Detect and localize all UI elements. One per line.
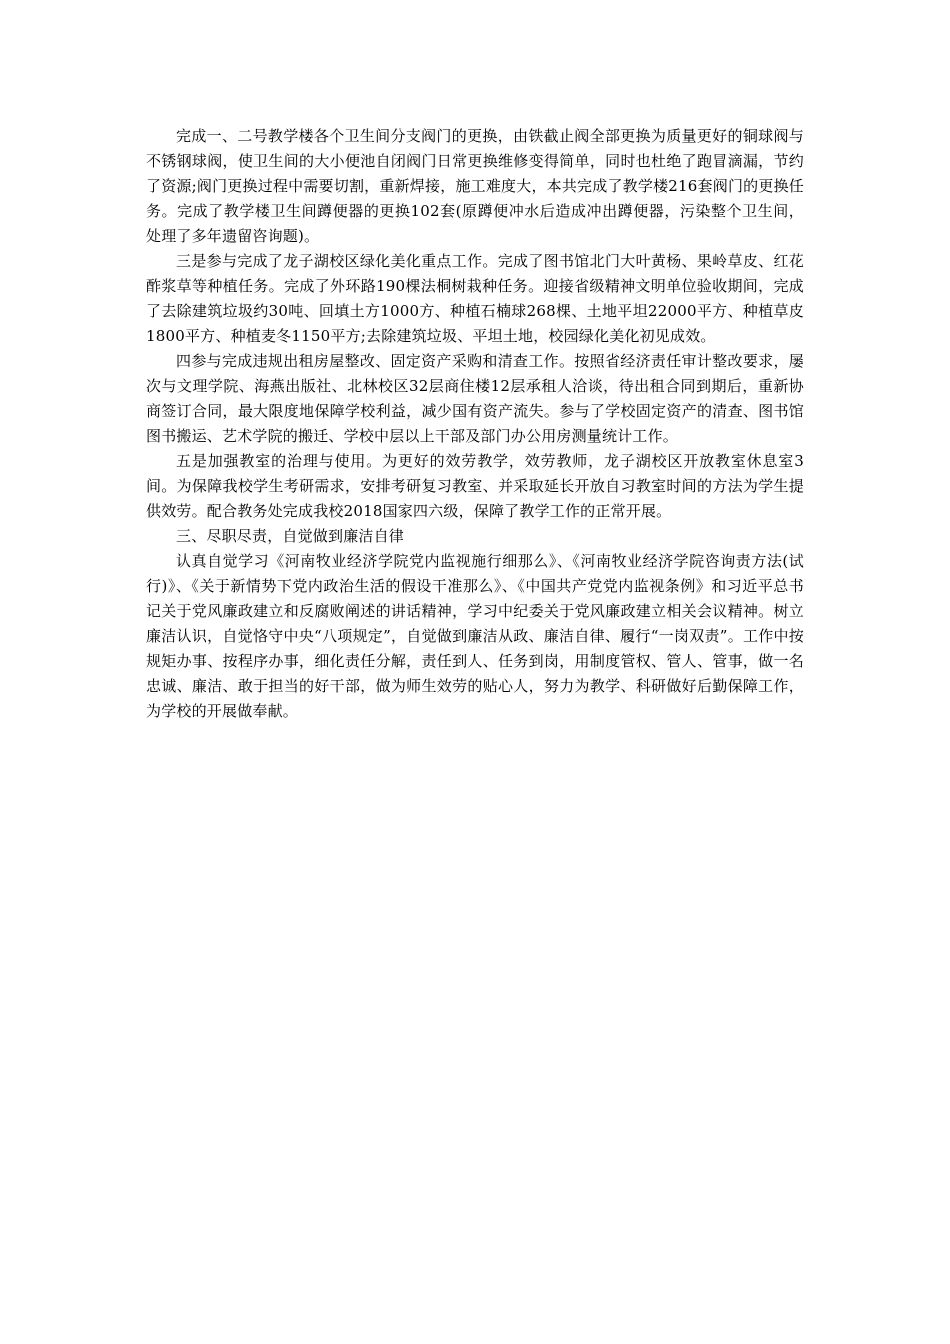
document-body — [146, 124, 804, 724]
paragraph-greening-work: 三是参与完成了龙子湖校区绿化美化重点工作。完成了图书馆北门大叶黄杨、果岭草皮、红花酢浆草等种植任务。完成了外环路190棵法桐树栽种任务。迎接省级精神文明单位验收期间，完成了去除建筑垃圾约30吨、回填土方1000方、种植石楠球268棵、土地平坦22000平方、种植草皮1800平方、种植麦冬1150平方;去除建筑垃圾、平坦土地，校园绿化美化初见成效。 — [146, 252, 804, 345]
paragraph-integrity-study: 认真自觉学习《河南牧业经济学院党内监视施行细那么》、《河南牧业经济学院咨询责方法(试行)》、《关于新情势下党内政治生活的假设干准那么》、《中国共产党党内监视条例》和习近平总书记关于党风廉政建立和反腐败阐述的讲话精神，学习中纪委关于党风廉政建立相关会议精神。树立廉洁认识，自觉恪守中央“八项规定”，自觉做到廉洁从政、廉洁自律、履行“一岗双责”。工作中按规矩办事、按程序办事，细化责任分解，责任到人、任务到岗，用制度管权、管人、管事，做一名忠诚、廉洁、敢于担当的好干部，做为师生效劳的贴心人，努力为教学、科研做好后勤保障工作，为学校的开展做奉献。 — [146, 552, 804, 720]
paragraph-classroom-management: 五是加强教室的治理与使用。为更好的效劳教学，效劳教师，龙子湖校区开放教室休息室3间。为保障我校学生考研需求，安排考研复习教室、并采取延长开放自习教室时间的方法为学生提供效劳。配合教务处完成我校2018国家四六级，保障了教学工作的正常开展。 — [146, 452, 804, 520]
paragraph-valve-replacement: 完成一、二号教学楼各个卫生间分支阀门的更换，由铁截止阀全部更换为质量更好的铜球阀与不锈钢球阀，使卫生间的大小便池自闭阀门日常更换维修变得简单，同时也杜绝了跑冒滴漏，节约了资源;阀门更换过程中需要切割，重新焊接，施工难度大，本共完成了教学楼216套阀门的更换任务。完成了教学楼卫生间蹲便器的更换102套(原蹲便冲水后造成冲出蹲便器，污染整个卫生间，处理了多年遗留咨询题)。 — [146, 127, 804, 245]
section-heading-integrity: 三、尽职尽责，自觉做到廉洁自律 — [176, 527, 405, 545]
paragraph-rental-assets: 四参与完成违规出租房屋整改、固定资产采购和清查工作。按照省经济责任审计整改要求，屡次与文理学院、海燕出版社、北林校区32层商住楼12层承租人洽谈，待出租合同到期后，重新协商签订合同，最大限度地保障学校利益，减少国有资产流失。参与了学校固定资产的清查、图书馆图书搬运、艺术学院的搬迁、学校中层以上干部及部门办公用房测量统计工作。 — [146, 352, 804, 445]
